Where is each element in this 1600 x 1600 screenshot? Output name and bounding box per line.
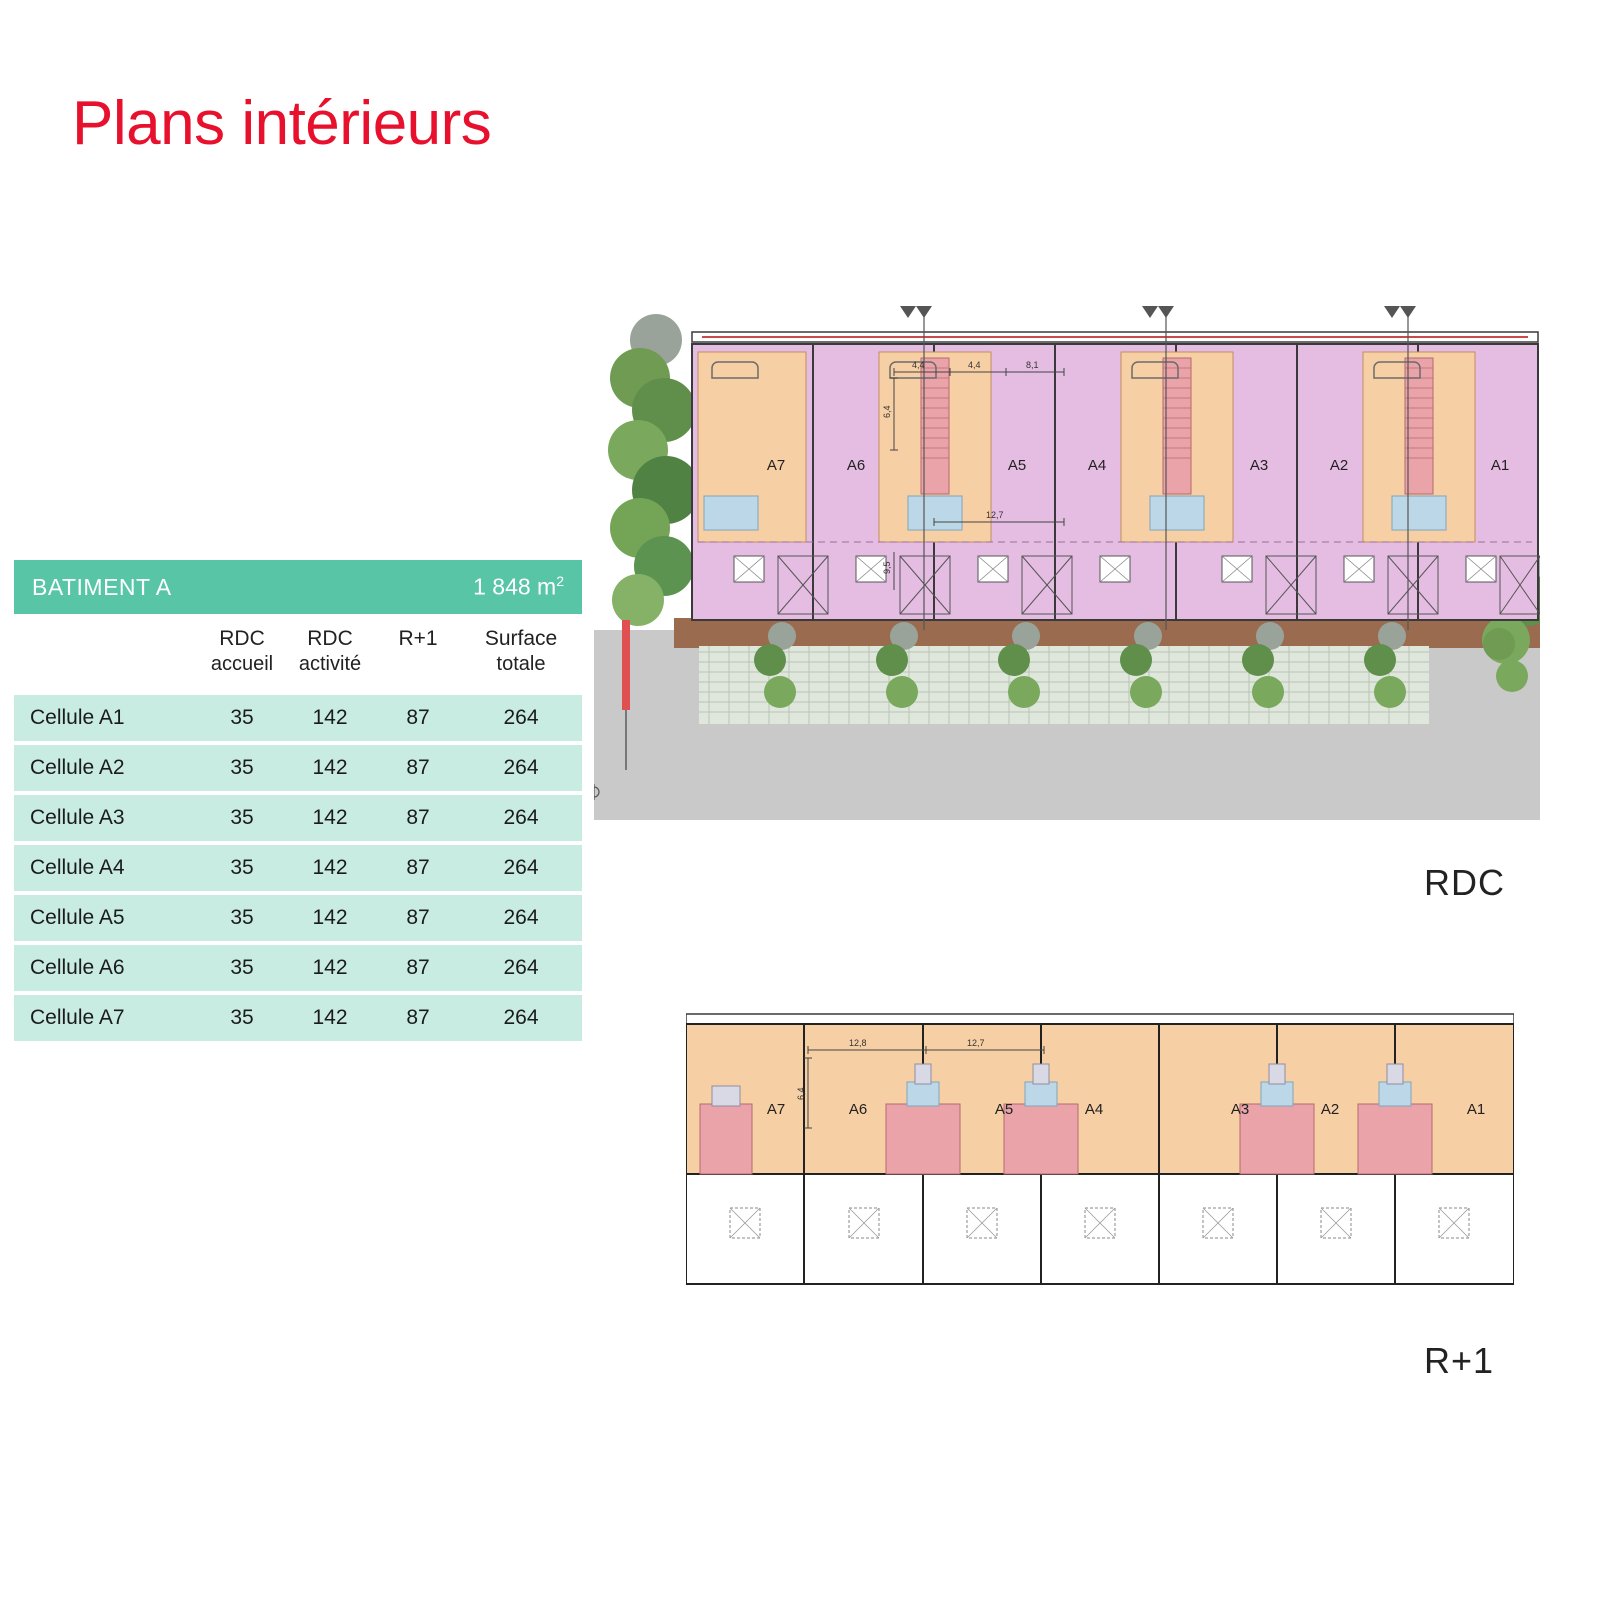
cell-name: Cellule A6	[14, 945, 200, 991]
col-header-rdc-activite	[284, 618, 376, 691]
col-header-surface-totale-main: Surface	[484, 627, 558, 650]
building-total-area-value: 1 848 m	[473, 573, 557, 600]
cell-r1: 87	[376, 795, 460, 841]
cells-table	[14, 614, 582, 1045]
cell-r1: 87	[376, 895, 460, 941]
cell-total: 264	[460, 895, 582, 941]
unit-label-r1-a6: A6	[848, 1101, 868, 1118]
unit-label-a2: A2	[1329, 457, 1349, 474]
area-unit-exponent: 2	[556, 573, 564, 590]
terrace-strip	[674, 618, 1540, 648]
cell-rdc-activite: 142	[284, 845, 376, 891]
dim-label-rdc-1: 4,4	[968, 360, 981, 370]
floor-plan-rdc-drawing	[594, 300, 1540, 820]
dim-label-rdc-4: 12,7	[986, 510, 1004, 520]
col-header-cell-name	[14, 618, 200, 691]
cell-rdc-accueil: 35	[200, 745, 284, 791]
cell-r1: 87	[376, 995, 460, 1041]
cell-rdc-activite: 142	[284, 895, 376, 941]
cell-total: 264	[460, 695, 582, 741]
cell-rdc-accueil: 35	[200, 795, 284, 841]
col-header-rdc-accueil	[200, 618, 284, 691]
unit-label-a7: A7	[766, 457, 786, 474]
table-header-row	[14, 618, 582, 691]
table-row	[14, 995, 582, 1041]
cell-total: 264	[460, 845, 582, 891]
unit-label-r1-a3: A3	[1230, 1101, 1250, 1118]
dim-label-rdc-0: 4,4	[912, 360, 925, 370]
cell-r1: 87	[376, 845, 460, 891]
unit-label-a6: A6	[846, 457, 866, 474]
cell-total: 264	[460, 795, 582, 841]
col-header-rdc-accueil-sub: accueil	[210, 653, 274, 676]
col-header-surface-totale	[460, 618, 582, 691]
cell-name: Cellule A2	[14, 745, 200, 791]
unit-label-a3: A3	[1249, 457, 1269, 474]
cell-rdc-activite: 142	[284, 795, 376, 841]
cell-r1: 87	[376, 695, 460, 741]
cell-rdc-activite: 142	[284, 695, 376, 741]
dim-label-rdc-5: 9,5	[882, 561, 892, 574]
building-name: BATIMENT A	[32, 573, 172, 600]
table-row	[14, 845, 582, 891]
dim-label-r1-2: 6,4	[796, 1087, 806, 1100]
cell-r1: 87	[376, 745, 460, 791]
r1-terrace-band	[686, 1174, 1514, 1284]
unit-label-r1-a5: A5	[994, 1101, 1014, 1118]
cell-rdc-accueil: 35	[200, 995, 284, 1041]
unit-label-a5: A5	[1007, 457, 1027, 474]
building-surface-table	[14, 560, 582, 1045]
col-header-rdc-activite-main: RDC	[307, 627, 353, 650]
unit-label-r1-a7: A7	[766, 1101, 786, 1118]
dim-label-r1-1: 12,7	[967, 1038, 985, 1048]
cell-name: Cellule A4	[14, 845, 200, 891]
table-row	[14, 745, 582, 791]
building-total-area	[473, 573, 564, 601]
cell-rdc-accueil: 35	[200, 945, 284, 991]
cell-total: 264	[460, 745, 582, 791]
dim-label-rdc-3: 6,4	[882, 405, 892, 418]
unit-label-a1: A1	[1490, 457, 1510, 474]
table-row	[14, 695, 582, 741]
col-header-rdc-activite-sub: activité	[298, 653, 362, 676]
floor-plan-r1	[686, 1008, 1514, 1298]
unit-label-r1-a1: A1	[1466, 1101, 1486, 1118]
tree-cluster-left	[608, 314, 700, 626]
cell-rdc-activite: 142	[284, 995, 376, 1041]
cell-rdc-activite: 142	[284, 745, 376, 791]
unit-label-r1-a4: A4	[1084, 1101, 1104, 1118]
r1-roof-edge	[686, 1014, 1514, 1024]
unit-label-a4: A4	[1087, 457, 1107, 474]
table-row	[14, 895, 582, 941]
floor-plan-r1-drawing	[686, 1008, 1514, 1298]
cell-rdc-accueil: 35	[200, 845, 284, 891]
unit-label-r1-a2: A2	[1320, 1101, 1340, 1118]
cell-name: Cellule A1	[14, 695, 200, 741]
caption-r1: R+1	[1424, 1340, 1495, 1381]
table-header-band	[14, 560, 582, 614]
col-header-r1	[376, 618, 460, 691]
cell-rdc-accueil: 35	[200, 695, 284, 741]
dim-label-r1-0: 12,8	[849, 1038, 867, 1048]
table-row	[14, 795, 582, 841]
col-header-r1-main: R+1	[398, 627, 438, 650]
col-header-surface-totale-sub: totale	[496, 653, 546, 676]
cell-total: 264	[460, 995, 582, 1041]
page-title: Plans intérieurs	[72, 89, 492, 158]
cell-name: Cellule A7	[14, 995, 200, 1041]
cell-r1: 87	[376, 945, 460, 991]
floor-plan-rdc	[594, 300, 1540, 820]
cell-rdc-activite: 142	[284, 945, 376, 991]
caption-rdc: RDC	[1424, 862, 1505, 903]
cell-name: Cellule A5	[14, 895, 200, 941]
dim-label-rdc-2: 8,1	[1026, 360, 1039, 370]
table-row	[14, 945, 582, 991]
cell-rdc-accueil: 35	[200, 895, 284, 941]
col-header-rdc-accueil-main: RDC	[219, 627, 265, 650]
cell-name: Cellule A3	[14, 795, 200, 841]
cell-total: 264	[460, 945, 582, 991]
